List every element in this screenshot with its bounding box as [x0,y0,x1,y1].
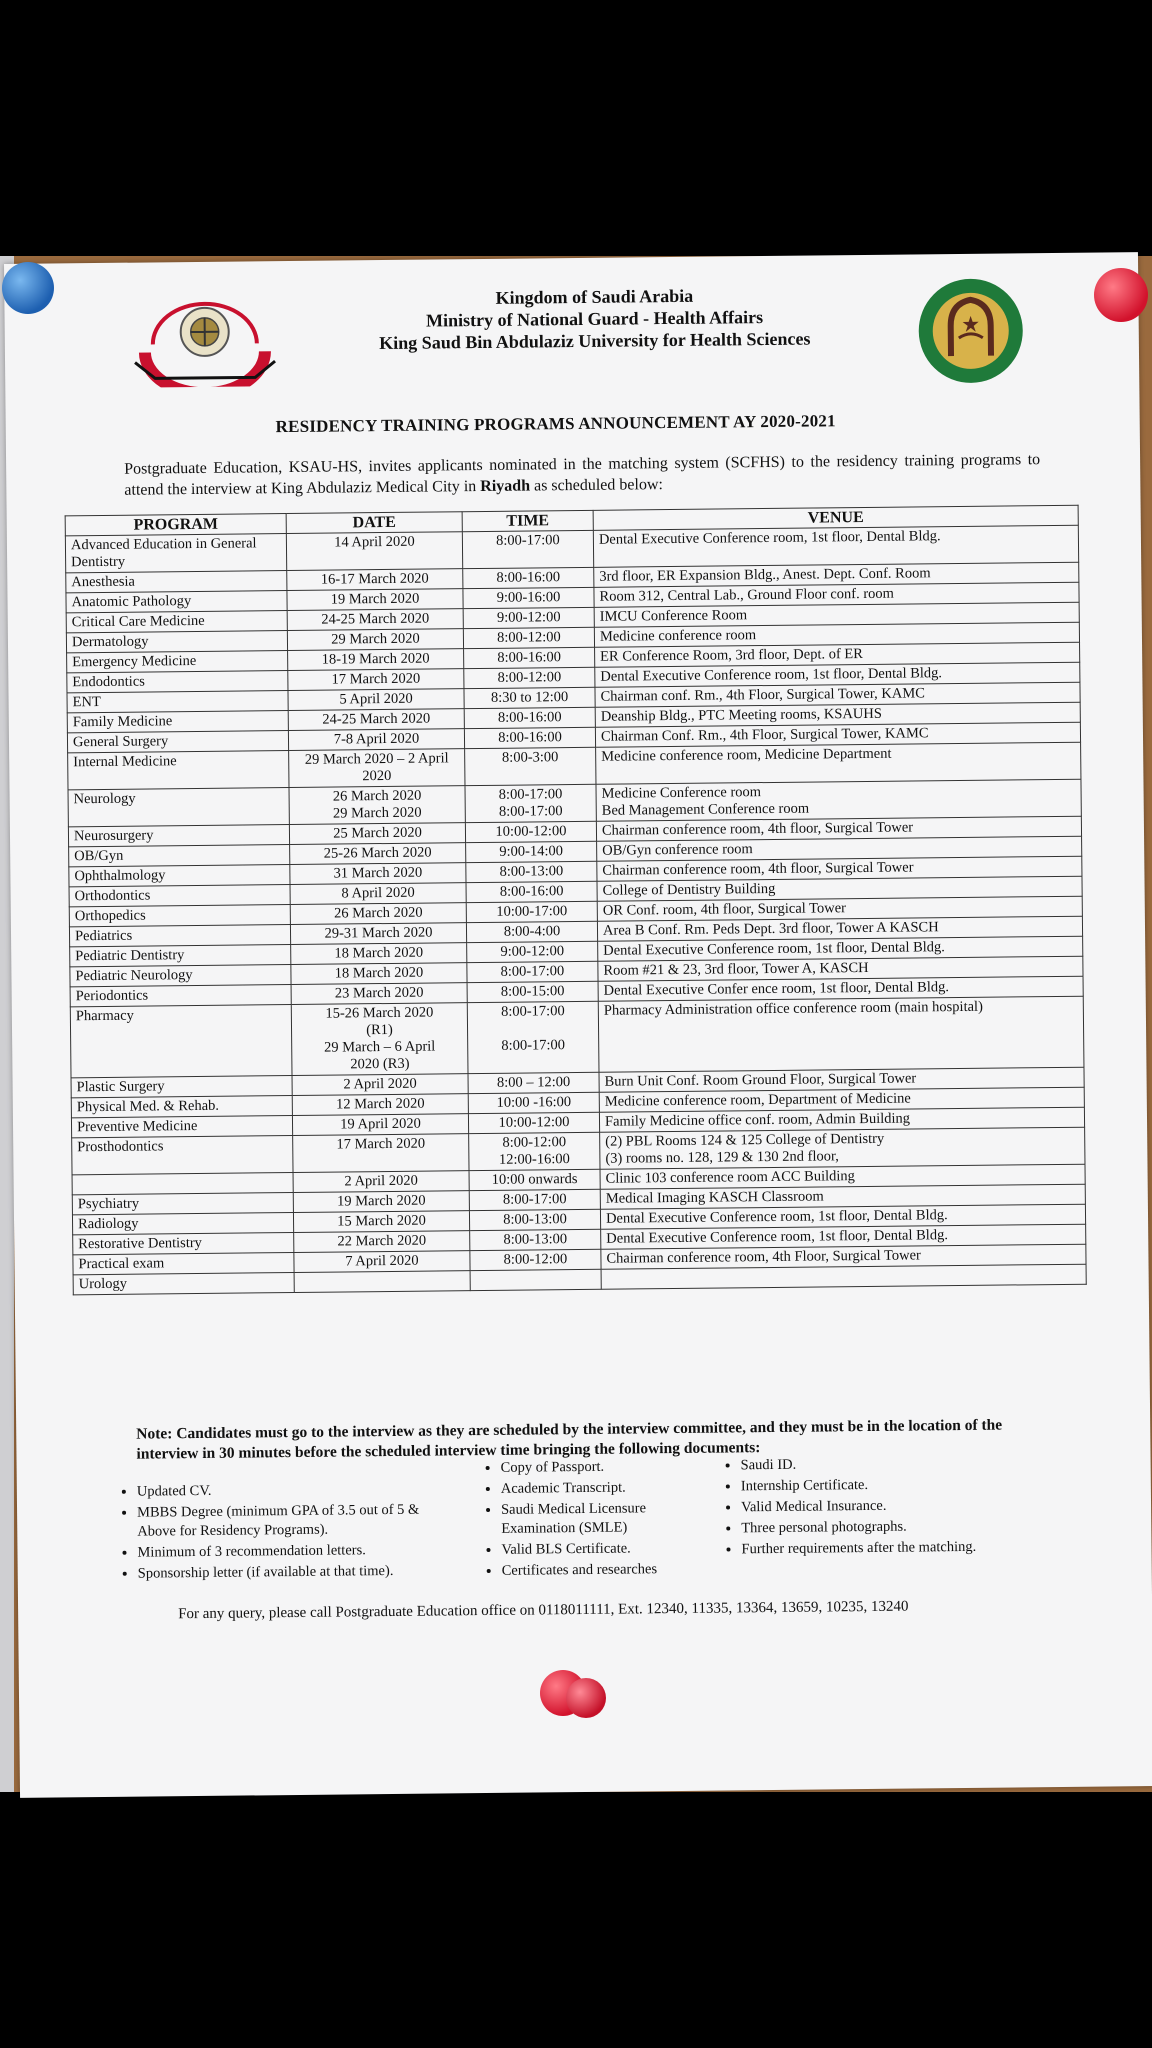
cell-time: 8:00-16:00 [464,727,595,748]
cell-date: 25 March 2020 [289,823,465,845]
cell-date [294,1271,470,1293]
cell-time: 8:00 – 12:00 [468,1072,599,1093]
ksau-hs-logo [902,275,1039,386]
cell-program [72,1173,293,1195]
cell-program: ENT [67,691,288,713]
table-body [65,525,1086,1295]
cell-date: 14 April 2020 [286,532,462,571]
table-row [70,996,1084,1078]
header-venue: VENUE [593,505,1078,530]
cell-venue: IMCU Conference Room [594,602,1079,627]
header-country: Kingdom of Saudi Arabia [495,285,694,308]
cell-venue: OB/Gyn conference room [597,836,1082,861]
blue-pushpin-icon [2,262,54,314]
cell-time: 9:00-14:00 [466,841,597,862]
cell-time: 8:00-12:00 [464,667,595,688]
cell-venue: OR Conf. room, 4th floor, Surgical Tower [597,896,1082,921]
cell-venue: Medicine conference room, Department of Medicine [599,1087,1084,1112]
cell-program: OB/Gyn [69,845,290,867]
cell-venue: College of Dentistry Building [597,876,1082,901]
documents-column-2 [485,1457,706,1583]
cell-program: Advanced Education in General Dentistry [65,534,286,573]
cell-program: Internal Medicine [68,751,289,790]
cell-date: 26 March 2020 29 March 2020 [289,786,465,825]
cell-time: 8:30 to 12:00 [464,687,595,708]
cell-date: 2 April 2020 [293,1171,469,1193]
cell-date: 19 March 2020 [293,1191,469,1213]
cell-time: 9:00-16:00 [463,587,594,608]
cell-venue: Dental Executive Conference room, 1st floor, Dental Bldg. [593,525,1078,567]
document-item: • Valid BLS Certificate. [501,1539,705,1560]
cell-time: 8:00-16:00 [464,647,595,668]
document-item: • Three personal photographs. [741,1516,1065,1538]
cell-date: 29 March 2020 – 2 April 2020 [289,749,465,788]
cell-program: Pediatrics [69,925,290,947]
document-item: • Saudi Medical Licensure Examination (SMLE) [501,1499,705,1539]
cell-time: 8:00-13:00 [469,1209,600,1230]
cell-date: 12 March 2020 [292,1094,468,1116]
cell-program: Ophthalmology [69,865,290,887]
document-item: • Minimum of 3 recommendation letters. [137,1540,441,1562]
cell-date: 22 March 2020 [294,1231,470,1253]
cell-date: 8 April 2020 [290,883,466,905]
document-item: • Certificates and researches [502,1560,706,1581]
document-item: • Academic Transcript. [501,1478,705,1499]
header-ministry: Ministry of National Guard - Health Affairs [426,307,764,331]
document-item: • Valid Medical Insurance. [741,1495,1065,1517]
cell-date: 7 April 2020 [294,1251,470,1273]
cell-date: 26 March 2020 [290,903,466,925]
cell-venue: Chairman conf. Rm., 4th Floor, Surgical Tower, KAMC [595,682,1080,707]
cell-time: 8:00-12:00 [470,1249,601,1270]
letterhead [304,283,885,355]
cell-program: Practical exam [73,1252,294,1274]
cell-program: Periodontics [70,985,291,1007]
cell-date: 29-31 March 2020 [290,923,466,945]
cell-time: 8:00-12:00 12:00-16:00 [469,1132,600,1170]
header-date: DATE [286,512,462,534]
cell-date: 19 April 2020 [292,1114,468,1136]
cell-venue: Medicine conference room [594,622,1079,647]
cell-date: 31 March 2020 [290,863,466,885]
header-time: TIME [462,510,593,531]
documents-column-3 [725,1453,1066,1562]
cell-program: Critical Care Medicine [66,611,287,633]
document-item: • Copy of Passport. [501,1457,705,1478]
cell-date: 7-8 April 2020 [288,729,464,751]
cell-venue: Dental Executive Conference room, 1st floor, Dental Bldg. [595,662,1080,687]
cell-time: 8:00-13:00 [466,861,597,882]
document-item: • Internship Certificate. [741,1474,1065,1496]
cell-venue: Chairman conference room, 4th floor, Surgical Tower [596,816,1081,841]
cell-time: 8:00-17:00 8:00-17:00 [467,1001,599,1073]
cell-time: 8:00-4:00 [466,921,597,942]
cell-program: Preventive Medicine [71,1116,292,1138]
cell-time: 8:00-16:00 [464,707,595,728]
cell-venue: 3rd floor, ER Expansion Bldg., Anest. Dept. Conf. Room [594,562,1079,587]
cell-program: Orthodontics [69,885,290,907]
cell-venue: Area B Conf. Rm. Peds Dept. 3rd floor, Tower A KASCH [597,916,1082,941]
cell-program: Pediatric Dentistry [70,945,291,967]
cell-date: 24-25 March 2020 [288,709,464,731]
cell-date: 17 March 2020 [293,1134,469,1173]
cell-date: 29 March 2020 [287,629,463,651]
cell-program: Physical Med. & Rehab. [71,1096,292,1118]
document-item: • MBBS Degree (minimum GPA of 3.5 out of 5 & Above for Residency Programs). [137,1500,441,1541]
cell-time: 10:00 onwards [469,1169,600,1190]
cell-date: 16-17 March 2020 [287,569,463,591]
cell-program: Urology [73,1272,294,1294]
cell-time: 8:00-12:00 [463,627,594,648]
cell-date: 15-26 March 2020 (R1) 29 March – 6 April 2020 (R3) [291,1003,468,1076]
cell-program: Plastic Surgery [71,1076,292,1098]
cell-date: 25-26 March 2020 [290,843,466,865]
cell-venue: Room 312, Central Lab., Ground Floor conf. room [594,582,1079,607]
intro-city: Riyadh [480,477,531,496]
cell-program: Neurology [68,788,289,827]
contact-line: For any query, please call Postgraduate Education office on 0118011111, Ext. 12340, 11335, 13364, 13659, 10235, 13240 [178,1598,909,1623]
cell-venue: Chairman conference room, 4th Floor, Surgical Tower [601,1244,1086,1269]
interview-schedule-table [65,505,1087,1296]
documents-column-1 [121,1479,442,1585]
cell-time: 10:00-12:00 [468,1112,599,1133]
cell-venue: ER Conference Room, 3rd floor, Dept. of ER [595,642,1080,667]
cell-date: 15 March 2020 [293,1211,469,1233]
cell-time: 9:00-12:00 [467,941,598,962]
document-item: • Further requirements after the matching. [741,1537,1065,1559]
cell-program: Orthopedics [69,905,290,927]
red-pushpin-icon [1094,268,1148,322]
cell-venue: Dental Executive Conference room, 1st floor, Dental Bldg. [601,1224,1086,1249]
cell-venue: Dental Executive Confer ence room, 1st floor, Dental Bldg. [598,976,1083,1001]
announcement-paper [4,252,1152,1798]
cell-program: Pharmacy [70,1005,292,1078]
cell-program: Pediatric Neurology [70,965,291,987]
cell-venue: Pharmacy Administration office conference room (main hospital) [598,996,1084,1072]
cell-venue: Dental Executive Conference room, 1st floor, Dental Bldg. [598,936,1083,961]
cell-time: 8:00-16:00 [466,881,597,902]
cell-date: 19 March 2020 [287,589,463,611]
cell-venue: Family Medicine office conf. room, Admin Building [599,1107,1084,1132]
cell-time: 9:00-12:00 [463,607,594,628]
cell-time: 10:00 -16:00 [468,1092,599,1113]
cell-program: Family Medicine [67,711,288,733]
cell-program: Restorative Dentistry [73,1232,294,1254]
cell-time: 10:00-17:00 [466,901,597,922]
cell-date: 18 March 2020 [291,943,467,965]
cell-venue: Medical Imaging KASCH Classroom [600,1184,1085,1209]
cell-time: 8:00-15:00 [467,981,598,1002]
cell-date: 18-19 March 2020 [288,649,464,671]
cell-venue: Room #21 & 23, 3rd floor, Tower A, KASCH [598,956,1083,981]
document-item: • Sponsorship letter (if available at that time). [138,1561,442,1583]
cell-program: Emergency Medicine [67,651,288,673]
announcement-title: RESIDENCY TRAINING PROGRAMS ANNOUNCEMENT AY 2020-2021 [275,411,836,437]
cell-time: 8:00-17:00 8:00-17:00 [465,784,596,822]
intro-paragraph [124,449,1040,501]
cell-time: 8:00-13:00 [470,1229,601,1250]
document-item: • Saudi ID. [741,1453,1065,1475]
cell-date: 2 April 2020 [292,1074,468,1096]
cell-program: General Surgery [67,731,288,753]
cell-time: 8:00-17:00 [467,961,598,982]
note: Note: Candidates must go to the interview as they are scheduled by the interview committee, and they must be in the location of the interview in 30 minutes before the scheduled interview time bringing the following documents: [136,1416,1003,1463]
cell-time: 8:00-3:00 [465,747,596,785]
cell-date: 17 March 2020 [288,669,464,691]
cell-date: 18 March 2020 [291,963,467,985]
cell-program: Prosthodontics [72,1136,293,1175]
cell-venue: Chairman Conf. Rm., 4th Floor, Surgical Tower, KAMC [595,722,1080,747]
cell-time [470,1269,601,1290]
cell-venue: (2) PBL Rooms 124 & 125 College of Dentistry (3) rooms no. 128, 129 & 130 2nd floor, [600,1127,1085,1169]
intro-text-end: as scheduled below: [529,476,663,495]
cell-venue: Clinic 103 conference room ACC Building [600,1164,1085,1189]
document-item: • Updated CV. [137,1479,441,1501]
national-guard-health-affairs-logo [124,291,285,388]
cell-time: 8:00-16:00 [463,567,594,588]
cell-program: Anesthesia [66,571,287,593]
intro-text: Postgraduate Education, KSAU-HS, invites applicants nominated in the matching system (SCFHS) to the residency training programs to attend the interview at King Abdulaziz Medical City in [124,451,1041,499]
cell-program: Anatomic Pathology [66,591,287,613]
cell-time: 8:00-17:00 [462,530,593,568]
cell-program: Endodontics [67,671,288,693]
red-pushpin-icon [566,1678,606,1718]
header-program: PROGRAM [65,514,286,536]
cell-program: Psychiatry [72,1193,293,1215]
cell-time: 10:00-12:00 [465,821,596,842]
cell-venue [601,1264,1086,1289]
cell-date: 23 March 2020 [291,983,467,1005]
cell-time: 8:00-17:00 [469,1189,600,1210]
cell-program: Radiology [72,1213,293,1235]
cell-venue: Deanship Bldg., PTC Meeting rooms, KSAUHS [595,702,1080,727]
cell-date: 24-25 March 2020 [287,609,463,631]
cell-venue: Medicine conference room, Medicine Department [596,742,1081,784]
cell-program: Dermatology [66,631,287,653]
cell-venue: Chairman conference room, 4th floor, Surgical Tower [597,856,1082,881]
cell-program: Neurosurgery [68,825,289,847]
cell-venue: Medicine Conference room Bed Management Conference room [596,779,1081,821]
cell-venue: Dental Executive Conference room, 1st floor, Dental Bldg. [600,1204,1085,1229]
cell-date: 5 April 2020 [288,689,464,711]
header-university: King Saud Bin Abdulaziz University for Health Sciences [379,328,811,354]
cell-venue: Burn Unit Conf. Room Ground Floor, Surgical Tower [599,1067,1084,1092]
